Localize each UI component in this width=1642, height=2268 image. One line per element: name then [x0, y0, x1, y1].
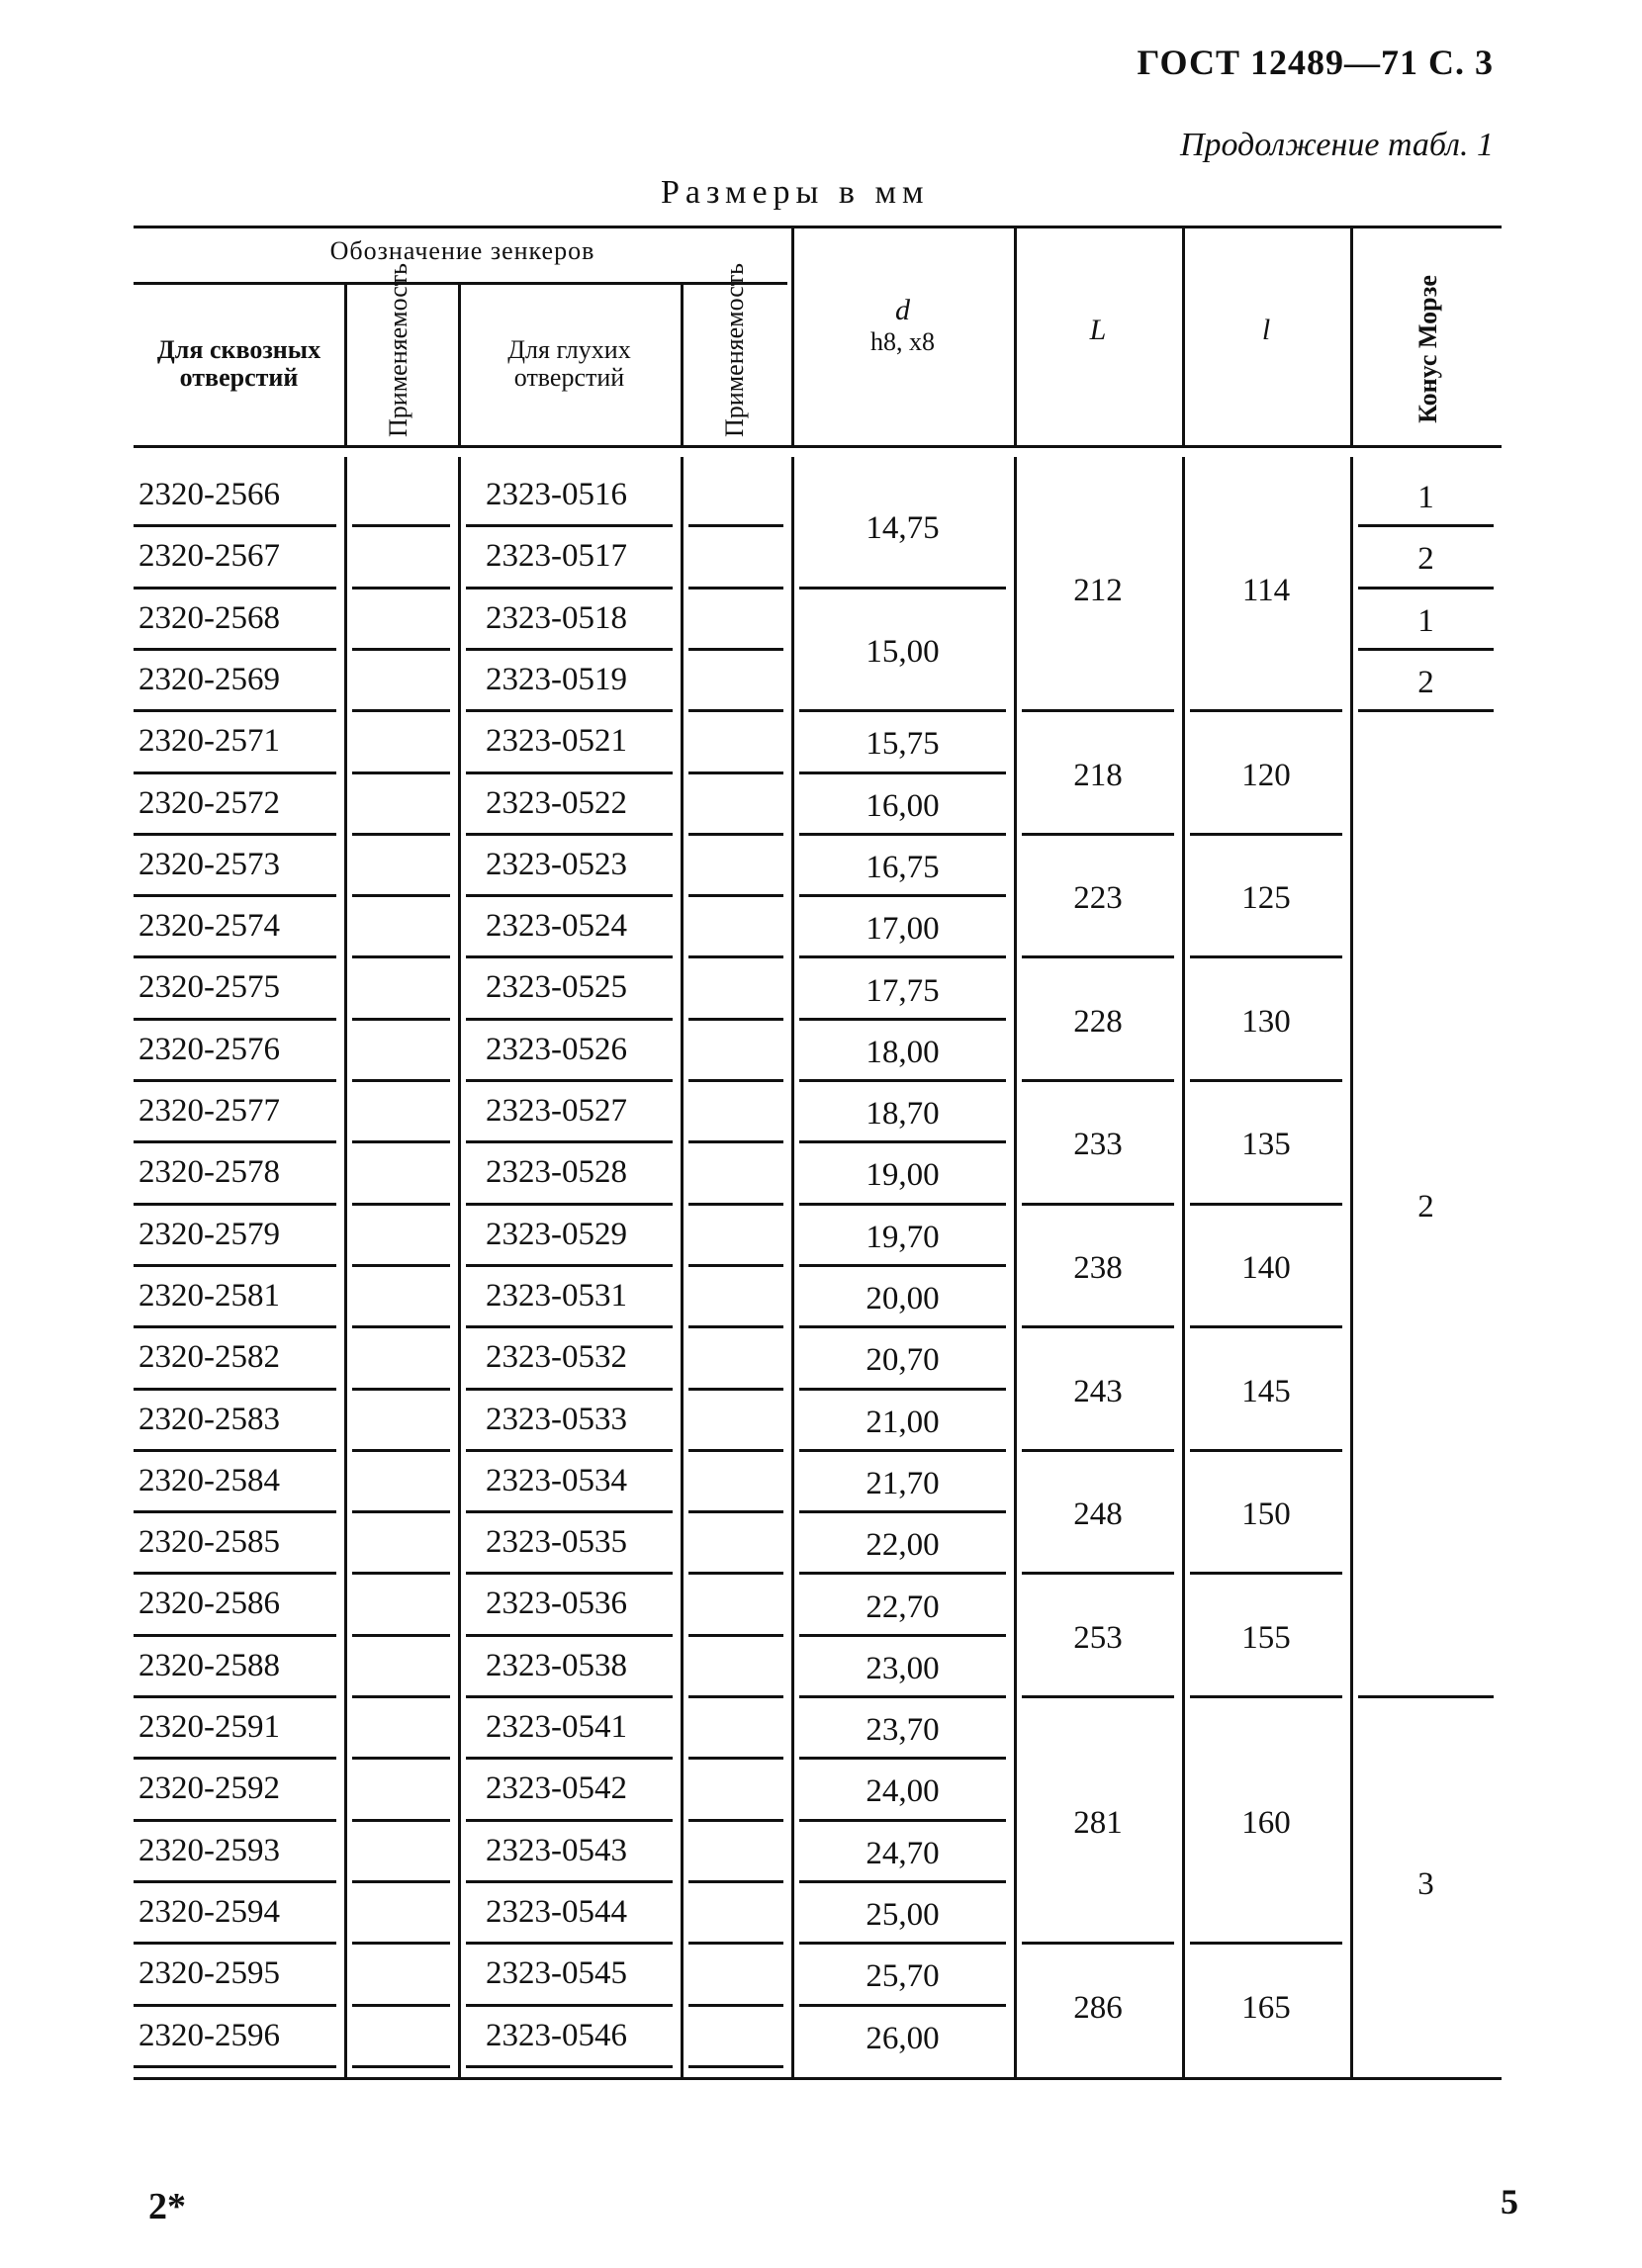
col-l-label: l — [1261, 314, 1271, 346]
through-hole-designation: 2320-2576 — [138, 1031, 280, 1067]
row-rule — [134, 1264, 336, 1267]
blind-hole-designation: 2323-0538 — [486, 1647, 627, 1683]
row-rule — [688, 709, 783, 712]
group-rule — [799, 1079, 1006, 1082]
row-rule — [688, 1510, 783, 1513]
row-rule — [688, 1757, 783, 1760]
length-l-value: 120 — [1241, 757, 1291, 793]
morse-cone-value: 2 — [1417, 1188, 1434, 1225]
through-hole-designation: 2320-2584 — [138, 1462, 280, 1498]
diameter-value: 22,00 — [866, 1527, 940, 1564]
through-hole-designation: 2320-2571 — [138, 723, 280, 760]
blind-hole-designation: 2323-0523 — [486, 846, 627, 882]
diameter-value: 14,75 — [866, 510, 940, 547]
row-rule — [466, 833, 673, 836]
row-rule — [134, 1203, 336, 1206]
col-d-tolerance-label: h8, x8 — [870, 327, 935, 356]
diameter-value: 22,70 — [866, 1588, 940, 1625]
through-hole-designation: 2320-2594 — [138, 1893, 280, 1930]
group-rule — [1190, 833, 1342, 836]
morse-cone-value: 2 — [1417, 665, 1434, 701]
group-rule — [799, 1264, 1006, 1267]
group-rule — [799, 709, 1006, 712]
through-hole-designation: 2320-2575 — [138, 969, 280, 1006]
row-rule — [466, 1079, 673, 1082]
group-rule — [1190, 709, 1342, 712]
group-rule — [1022, 1325, 1174, 1328]
group-rule — [799, 1695, 1006, 1698]
blind-hole-designation: 2323-0527 — [486, 1093, 627, 1129]
length-L-value: 212 — [1073, 572, 1123, 608]
diameter-value: 17,75 — [866, 972, 940, 1009]
row-rule — [352, 833, 450, 836]
row-rule — [688, 1449, 783, 1452]
row-rule — [134, 1388, 336, 1391]
row-rule — [688, 1018, 783, 1021]
diameter-value: 23,70 — [866, 1712, 940, 1749]
length-L-value: 218 — [1073, 757, 1123, 793]
row-rule — [466, 955, 673, 958]
group-rule — [1358, 1695, 1494, 1698]
row-rule — [688, 1819, 783, 1822]
row-rule — [688, 1325, 783, 1328]
diameter-value: 16,00 — [866, 787, 940, 824]
length-l-value: 165 — [1241, 1989, 1291, 2026]
row-rule — [352, 894, 450, 897]
through-hole-designation: 2320-2568 — [138, 599, 280, 636]
column-divider — [344, 282, 347, 445]
diameter-value: 21,00 — [866, 1404, 940, 1440]
row-rule — [352, 1325, 450, 1328]
row-rule — [352, 1264, 450, 1267]
row-rule — [352, 1634, 450, 1637]
length-l-value: 150 — [1241, 1497, 1291, 1533]
length-l-value: 145 — [1241, 1373, 1291, 1409]
through-hole-designation: 2320-2596 — [138, 2017, 280, 2053]
morse-cone-value: 1 — [1417, 602, 1434, 639]
diameter-value: 20,70 — [866, 1342, 940, 1379]
blind-hole-designation: 2323-0534 — [486, 1462, 627, 1498]
row-rule — [352, 1695, 450, 1698]
group-rule — [799, 1449, 1006, 1452]
length-L-value: 281 — [1073, 1804, 1123, 1841]
row-rule — [688, 833, 783, 836]
length-l-value: 155 — [1241, 1619, 1291, 1656]
length-L-value: 238 — [1073, 1249, 1123, 1286]
blind-hole-designation: 2323-0521 — [486, 723, 627, 760]
morse-cone-value: 2 — [1417, 541, 1434, 578]
row-rule — [134, 1079, 336, 1082]
group-rule — [1022, 1942, 1174, 1945]
through-hole-designation: 2320-2593 — [138, 1832, 280, 1868]
row-rule — [688, 1203, 783, 1206]
col-morse-cone-label: Конус Морзе — [1414, 275, 1442, 423]
blind-hole-designation: 2323-0541 — [486, 1709, 627, 1745]
blind-hole-designation: 2323-0522 — [486, 784, 627, 821]
row-rule — [466, 1203, 673, 1206]
row-rule — [352, 648, 450, 651]
through-hole-designation: 2320-2566 — [138, 477, 280, 512]
row-rule — [466, 1634, 673, 1637]
group-rule — [1190, 1942, 1342, 1945]
row-rule — [688, 1634, 783, 1637]
group-rule — [799, 1819, 1006, 1822]
row-rule — [466, 1264, 673, 1267]
through-hole-designation: 2320-2591 — [138, 1709, 280, 1745]
group-rule — [1022, 1449, 1174, 1452]
header-bottom-rule — [134, 445, 1502, 448]
row-rule — [466, 1388, 673, 1391]
row-rule — [134, 709, 336, 712]
through-hole-designation: 2320-2569 — [138, 661, 280, 697]
diameter-value: 20,00 — [866, 1281, 940, 1317]
length-L-value: 223 — [1073, 880, 1123, 917]
row-rule — [134, 1449, 336, 1452]
row-rule — [466, 1018, 673, 1021]
group-rule — [1022, 1572, 1174, 1575]
through-hole-designation: 2320-2581 — [138, 1277, 280, 1314]
through-hole-designation: 2320-2579 — [138, 1216, 280, 1252]
table-bottom-rule — [134, 2077, 1502, 2080]
length-L-value: 243 — [1073, 1373, 1123, 1409]
row-rule — [352, 1757, 450, 1760]
group-rule — [799, 2004, 1006, 2007]
group-header-label: Обозначение зенкеров — [329, 236, 595, 265]
diameter-value: 21,70 — [866, 1465, 940, 1501]
length-l-value: 160 — [1241, 1804, 1291, 1841]
blind-hole-designation: 2323-0516 — [486, 477, 627, 512]
group-rule — [1190, 1079, 1342, 1082]
row-rule — [466, 1695, 673, 1698]
through-hole-designation: 2320-2574 — [138, 908, 280, 945]
group-rule — [1022, 1079, 1174, 1082]
row-rule — [466, 771, 673, 774]
blind-hole-designation: 2323-0524 — [486, 908, 627, 945]
row-rule — [466, 524, 673, 527]
gost-reference: ГОСТ 12489—71 С. 3 — [1137, 43, 1494, 82]
row-rule — [466, 2004, 673, 2007]
blind-hole-designation: 2323-0544 — [486, 1893, 627, 1930]
through-hole-designation: 2320-2582 — [138, 1339, 280, 1376]
through-hole-designation: 2320-2588 — [138, 1647, 280, 1683]
row-rule — [134, 2065, 336, 2068]
row-rule — [134, 587, 336, 590]
row-rule — [688, 1140, 783, 1143]
row-rule — [466, 1449, 673, 1452]
group-rule — [799, 1757, 1006, 1760]
diameter-value: 18,70 — [866, 1096, 940, 1133]
table-top-rule — [134, 226, 1502, 228]
body-column-divider — [344, 457, 347, 2077]
length-L-value: 233 — [1073, 1127, 1123, 1163]
row-rule — [134, 1018, 336, 1021]
col-through-holes-label: Для сквозных отверстий — [156, 335, 321, 392]
group-rule — [1190, 1695, 1342, 1698]
diameter-value: 18,00 — [866, 1034, 940, 1070]
through-hole-designation: 2320-2577 — [138, 1093, 280, 1129]
row-rule — [688, 648, 783, 651]
through-hole-designation: 2320-2585 — [138, 1524, 280, 1561]
diameter-value: 26,00 — [866, 2020, 940, 2056]
diameter-value: 17,00 — [866, 911, 940, 948]
length-l-value: 140 — [1241, 1249, 1291, 1286]
blind-hole-designation: 2323-0517 — [486, 538, 627, 575]
diameter-value: 19,70 — [866, 1219, 940, 1255]
blind-hole-designation: 2323-0546 — [486, 2017, 627, 2053]
group-rule — [1022, 1203, 1174, 1206]
row-rule — [688, 1388, 783, 1391]
length-L-value: 253 — [1073, 1619, 1123, 1656]
blind-hole-designation: 2323-0518 — [486, 599, 627, 636]
row-rule — [688, 1880, 783, 1883]
row-rule — [134, 894, 336, 897]
body-column-divider — [791, 457, 794, 2077]
through-hole-designation: 2320-2578 — [138, 1154, 280, 1191]
length-L-value: 248 — [1073, 1497, 1123, 1533]
row-rule — [352, 1018, 450, 1021]
table-continuation-note: Продолжение табл. 1 — [1179, 127, 1494, 163]
row-rule — [352, 524, 450, 527]
row-rule — [352, 1942, 450, 1945]
row-rule — [466, 1325, 673, 1328]
group-rule — [799, 771, 1006, 774]
group-rule — [1190, 1325, 1342, 1328]
row-rule — [352, 1388, 450, 1391]
diameter-value: 19,00 — [866, 1157, 940, 1194]
row-rule — [134, 771, 336, 774]
blind-hole-designation: 2323-0529 — [486, 1216, 627, 1252]
row-rule — [688, 1572, 783, 1575]
row-rule — [688, 587, 783, 590]
column-divider — [1350, 226, 1353, 445]
group-rule — [799, 587, 1006, 590]
row-rule — [134, 1819, 336, 1822]
row-rule — [688, 1942, 783, 1945]
row-rule — [352, 1203, 450, 1206]
blind-hole-designation: 2323-0545 — [486, 1955, 627, 1992]
row-rule — [466, 1819, 673, 1822]
group-rule — [1190, 1203, 1342, 1206]
row-rule — [688, 955, 783, 958]
length-l-value: 114 — [1241, 572, 1291, 608]
diameter-value: 24,00 — [866, 1773, 940, 1810]
column-divider — [458, 282, 461, 445]
row-rule — [688, 2065, 783, 2068]
group-rule — [799, 1572, 1006, 1575]
row-rule — [134, 2004, 336, 2007]
length-l-value: 130 — [1241, 1003, 1291, 1040]
row-rule — [466, 1140, 673, 1143]
row-rule — [352, 1880, 450, 1883]
diameter-value: 24,70 — [866, 1835, 940, 1871]
row-rule — [466, 1880, 673, 1883]
row-rule — [352, 587, 450, 590]
row-rule — [134, 1634, 336, 1637]
row-rule — [352, 955, 450, 958]
diameter-value: 15,00 — [866, 633, 940, 670]
row-rule — [466, 1572, 673, 1575]
blind-hole-designation: 2323-0533 — [486, 1401, 627, 1437]
group-rule — [799, 894, 1006, 897]
blind-hole-designation: 2323-0519 — [486, 661, 627, 697]
row-rule — [688, 2004, 783, 2007]
group-rule — [799, 1325, 1006, 1328]
row-rule — [134, 1510, 336, 1513]
blind-hole-designation: 2323-0528 — [486, 1154, 627, 1191]
row-rule — [352, 1449, 450, 1452]
row-rule — [352, 2004, 450, 2007]
footer-signature-mark: 2* — [148, 2186, 186, 2227]
length-L-value: 228 — [1073, 1003, 1123, 1040]
col-applicability-2-label: Применяемость — [720, 263, 749, 437]
group-rule — [799, 1942, 1006, 1945]
blind-hole-designation: 2323-0535 — [486, 1524, 627, 1561]
through-hole-designation: 2320-2583 — [138, 1401, 280, 1437]
row-rule — [466, 709, 673, 712]
length-l-value: 135 — [1241, 1127, 1291, 1163]
row-rule — [352, 1819, 450, 1822]
blind-hole-designation: 2323-0531 — [486, 1277, 627, 1314]
row-rule — [688, 1079, 783, 1082]
row-rule — [466, 1510, 673, 1513]
diameter-value: 16,75 — [866, 849, 940, 885]
row-rule — [688, 1264, 783, 1267]
row-rule — [352, 1510, 450, 1513]
row-rule — [134, 1572, 336, 1575]
group-rule — [1022, 833, 1174, 836]
row-rule — [352, 771, 450, 774]
row-rule — [352, 1572, 450, 1575]
group-rule — [799, 1018, 1006, 1021]
length-L-value: 286 — [1073, 1989, 1123, 2026]
page-number: 5 — [1501, 2182, 1518, 2222]
row-rule — [134, 1942, 336, 1945]
group-rule — [1190, 1449, 1342, 1452]
body-column-divider — [458, 457, 461, 2077]
group-rule — [799, 1203, 1006, 1206]
row-rule — [688, 524, 783, 527]
through-hole-designation: 2320-2586 — [138, 1586, 280, 1622]
row-rule — [134, 1880, 336, 1883]
group-rule — [1358, 648, 1494, 651]
group-rule — [1190, 1572, 1342, 1575]
diameter-value: 15,75 — [866, 726, 940, 763]
row-rule — [134, 1325, 336, 1328]
row-rule — [352, 1079, 450, 1082]
row-rule — [466, 1942, 673, 1945]
row-rule — [352, 1140, 450, 1143]
row-rule — [134, 648, 336, 651]
group-rule — [1358, 587, 1494, 590]
blind-hole-designation: 2323-0525 — [486, 969, 627, 1006]
length-l-value: 125 — [1241, 880, 1291, 917]
row-rule — [134, 1695, 336, 1698]
group-rule — [1358, 524, 1494, 527]
through-hole-designation: 2320-2592 — [138, 1770, 280, 1807]
through-hole-designation: 2320-2573 — [138, 846, 280, 882]
row-rule — [688, 1695, 783, 1698]
row-rule — [688, 894, 783, 897]
group-rule — [1022, 955, 1174, 958]
row-rule — [134, 1140, 336, 1143]
row-rule — [466, 894, 673, 897]
group-rule — [799, 833, 1006, 836]
group-rule — [1190, 955, 1342, 958]
group-rule — [1022, 1695, 1174, 1698]
row-rule — [688, 771, 783, 774]
row-rule — [352, 709, 450, 712]
row-rule — [466, 1757, 673, 1760]
group-rule — [799, 1880, 1006, 1883]
morse-cone-value: 3 — [1417, 1865, 1434, 1902]
row-rule — [134, 1757, 336, 1760]
group-rule — [799, 1634, 1006, 1637]
blind-hole-designation: 2323-0543 — [486, 1832, 627, 1868]
group-rule — [1358, 709, 1494, 712]
group-rule — [1022, 709, 1174, 712]
group-rule — [799, 1510, 1006, 1513]
blind-hole-designation: 2323-0542 — [486, 1770, 627, 1807]
through-hole-designation: 2320-2572 — [138, 784, 280, 821]
row-rule — [466, 648, 673, 651]
diameter-value: 25,70 — [866, 1958, 940, 1995]
group-rule — [799, 955, 1006, 958]
diameter-value: 23,00 — [866, 1650, 940, 1686]
row-rule — [466, 587, 673, 590]
morse-cone-value: 1 — [1417, 480, 1434, 516]
group-rule — [799, 1388, 1006, 1391]
column-divider — [681, 282, 684, 445]
row-rule — [134, 955, 336, 958]
through-hole-designation: 2320-2567 — [138, 538, 280, 575]
through-hole-designation: 2320-2595 — [138, 1955, 280, 1992]
blind-hole-designation: 2323-0532 — [486, 1339, 627, 1376]
col-L-label: L — [1089, 314, 1107, 346]
body-column-divider — [681, 457, 684, 2077]
col-blind-holes-label: Для глухих отверстий — [507, 335, 631, 392]
diameter-value: 25,00 — [866, 1897, 940, 1934]
row-rule — [134, 524, 336, 527]
group-rule — [799, 1140, 1006, 1143]
col-applicability-1-label: Применяемость — [384, 263, 412, 437]
units-note: Размеры в мм — [661, 174, 930, 211]
col-d-label: d — [895, 294, 910, 326]
row-rule — [352, 2065, 450, 2068]
blind-hole-designation: 2323-0526 — [486, 1031, 627, 1067]
row-rule — [134, 833, 336, 836]
blind-hole-designation: 2323-0536 — [486, 1586, 627, 1622]
row-rule — [466, 2065, 673, 2068]
